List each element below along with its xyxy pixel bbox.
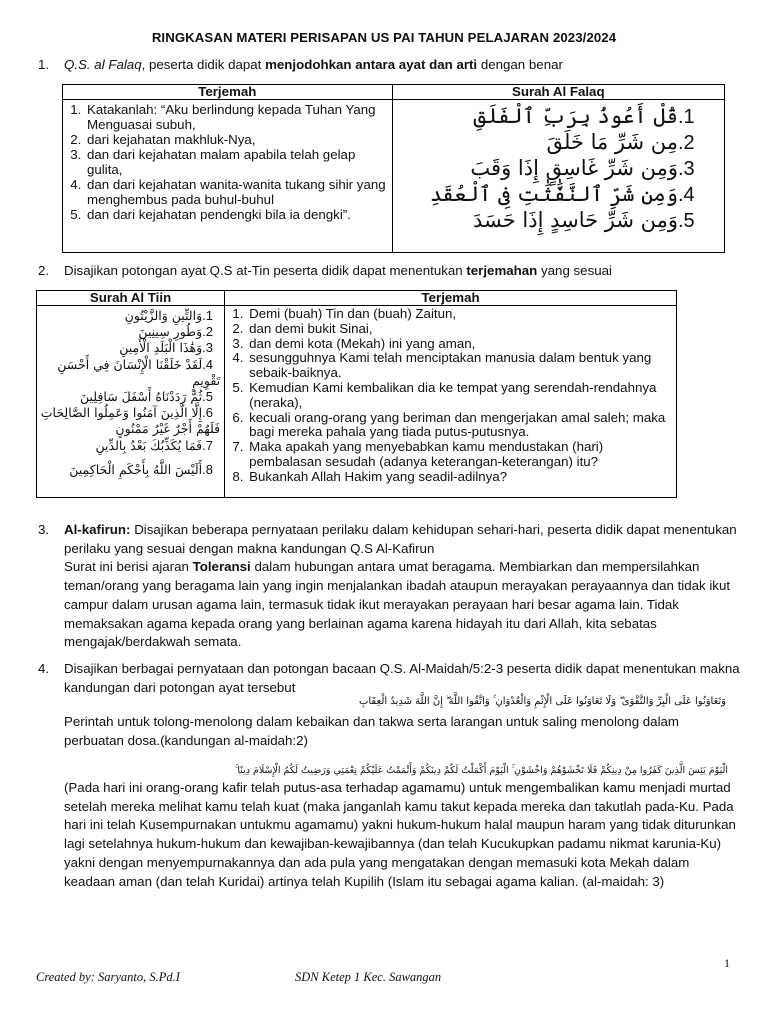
ayat-line [37, 340, 220, 356]
question-text: Disajikan beberapa pernyataan perilaku dalam kehidupan sehari-hari, peserta didik dapat menentukan perilaku yang sesuai dengan makna kandungan Q.S Al-Kafirun [64, 522, 737, 556]
ayat-text: وَمِن شَرِّ غَاسِقٍ إِذَا وَقَبَ [470, 156, 678, 180]
footer-author: Created by: Saryanto, S.Pd.I [36, 970, 180, 984]
tin-table [36, 290, 677, 498]
ayat-line [393, 156, 718, 182]
question-text-end: dengan benar [477, 57, 563, 72]
ayat-number: .2 [678, 132, 695, 154]
question-text: Disajikan berbagai pernyataan dan potongan bacaan Q.S. Al-Maidah/5:2-3 peserta didik dapat menentukan makna kandungan dari potongan ayat tersebut [64, 661, 740, 695]
ayat-number: .6 [202, 405, 213, 421]
maidah-3-meaning: (Pada hari ini orang-orang kafir telah putus-asa terhadap agamamu) untuk mengembalikan kamu menjadi murtad setelah mereka melihat kamu telah kuat (maka janganlah kamu takut kepada mereka dan takutlah pada-Ku. Pada hari ini telah Kusempurnakan untukmu agamamu) yakni hukum-hukum halal maupun haram yang tidak diturunkan lagi setelahnya hukum-hukum dan kewajiban-kewajibannya (dan telah Kucukupkan padamu nikmat karunia-Ku) yakni dengan menyempurnakannya dan ada pula yang mengatakan dengan memasuki kota Mekah dalam keadaan aman (dan telah Kuridai) artinya telah Kupilih (Islam itu sebagai agama kalian. (al-maidah: 3) [64, 780, 736, 889]
list-item: 1. Katakanlah: “Aku berlindung kepada Tuhan Yang Menguasai subuh, [85, 102, 392, 132]
question-number: 4. [38, 661, 50, 676]
ayat-number: .4 [678, 184, 695, 206]
falaq-table [62, 84, 725, 253]
page-title: RINGKASAN MATERI PERISAPAN US PAI TAHUN PELAJARAN 2023/2024 [151, 30, 617, 45]
ayat-text: قُلْ أَعُوذُ بِرَبِّ ٱلْفَلَقِ [473, 104, 678, 128]
ayat-line [393, 208, 718, 234]
page-number: 1 [724, 956, 730, 970]
question-4 [38, 660, 742, 697]
explanation-text: Surat ini berisi ajaran [64, 559, 193, 575]
ayat-line [37, 438, 220, 454]
question-text: , peserta didik dapat [141, 57, 266, 72]
maidah-2-meaning: Perintah untuk tolong-menolong dalam kebaikan dan takwa serta larangan untuk saling menolong dalam perbuatan dosa.(kandungan al-maidah:2) [64, 714, 680, 748]
ayat-text: وَطُورِ سِينِينَ [138, 324, 203, 340]
surah-name: Q.S. al Falaq [64, 57, 142, 72]
ayat-line [37, 324, 220, 340]
list-item: 7. Maka apakah yang menyebabkan kamu mendustakan (hari) pembalasan sesudah (adanya keterangan-keterangan) itu? [247, 440, 676, 470]
question-number: 2. [38, 263, 50, 278]
ayat-text: فَمَا يُكَذِّبُكَ بَعْدُ بِالدِّينِ [95, 437, 203, 453]
explanation-text-end: dalam hubungan antara umat beragama. Membiarkan dan mempersilahkan teman/orang yang beragama lain yang ingin menjalankan ibadah ataupun merayakan perayaannya dan tidak ikut campur dalam urusan agama lain, termasuk tidak ikut merayakan perayaan hari besar agama lain. Tidak memaksakan agama kepada orang yang berlainan agama karena hidayah itu dari Allah, kita sebatas mengajak/berdakwah semata. [64, 559, 731, 650]
ayat-line [37, 357, 220, 389]
question-3 [38, 521, 742, 652]
question-2 [38, 261, 738, 280]
list-item: 8. Bukankah Allah Hakim yang seadil-adilnya? [247, 470, 676, 485]
question-1 [38, 55, 738, 74]
ayat-text: ثُمَّ رَدَدْنَاهُ أَسْفَلَ سَافِلِينَ [79, 389, 203, 405]
ayat-line [37, 462, 220, 478]
question-text: Disajikan potongan ayat Q.S at-Tin peserta didik dapat menentukan [64, 263, 467, 278]
ayat-number: .1 [202, 308, 213, 323]
explanation-emphasis: Toleransi [192, 559, 251, 575]
question-emphasis: menjodohkan antara ayat dan arti [265, 57, 478, 72]
question-number: 1. [38, 57, 50, 72]
arabic-verse-maidah-2: وَتَعَاوَنُوا عَلَى الْبِرِّ وَالتَّقْوَىٰ ۖ وَلَا تَعَاوَنُوا عَلَى الْإِثْمِ وَالْعُدْوَانِ ۚ وَاتَّقُوا اللَّهَ ۖ إِنَّ اللَّهَ شَدِيدُ الْعِقَابِ [358, 696, 726, 707]
ayat-text: أَلَيْسَ اللَّهُ بِأَحْكَمِ الْحَاكِمِينَ [69, 461, 203, 477]
list-item: 2. dan demi bukit Sinai, [247, 322, 676, 337]
tin-terjemah-cell [225, 306, 677, 498]
ayat-number: .7 [202, 437, 213, 453]
list-item: 4. sesungguhnya Kami telah menciptakan manusia dalam bentuk yang sebaik-baiknya. [247, 351, 676, 381]
arabic-verse-maidah-3: الْيَوْمَ يَئِسَ الَّذِينَ كَفَرُوا مِنْ دِينِكُمْ فَلَا تَخْشَوْهُمْ وَاخْشَوْنِ ۚ الْيَوْمَ أَكْمَلْتُ لَكُمْ دِينَكُمْ وَأَتْمَمْتُ عَلَيْكُمْ نِعْمَتِي وَرَضِيتُ لَكُمُ الْإِسْلَامَ دِينًا ۚ [234, 765, 728, 776]
header-surah: Surah Al Falaq [392, 85, 724, 100]
list-item: 1. Demi (buah) Tin dan (buah) Zaitun, [247, 307, 676, 322]
question-text-end: yang sesuai [537, 263, 612, 278]
ayat-line [393, 130, 718, 156]
question-number: 3. [38, 522, 50, 537]
falaq-ayat-cell [392, 100, 724, 253]
question-3-explanation [64, 558, 742, 652]
ayat-line [393, 182, 718, 208]
ayat-text: إِلَّا الَّذِينَ آمَنُوا وَعَمِلُوا الصَّالِحَاتِ فَلَهُمْ أَجْرٌ غَيْرُ مَمْنُونٍ [40, 405, 221, 437]
list-item: 4. dan dari kejahatan wanita-wanita tukang sihir yang menghembus pada buhul-buhul [85, 177, 392, 207]
list-item: 3. dan demi kota (Mekah) ini yang aman, [247, 337, 676, 352]
header-terjemah: Terjemah [225, 291, 677, 306]
ayat-number: .3 [678, 158, 695, 180]
list-item: 5. dan dari kejahatan pendengki bila ia dengki”. [85, 207, 392, 222]
falaq-terjemah-cell [63, 100, 393, 253]
ayat-text: مِن شَرِّ مَا خَلَقَ [546, 130, 678, 154]
ayat-number: .4 [202, 356, 213, 372]
header-surah: Surah Al Tiin [37, 291, 225, 306]
ayat-line [37, 389, 220, 405]
footer-school: SDN Ketep 1 Kec. Sawangan [295, 970, 442, 984]
tin-ayat-cell [37, 306, 225, 498]
ayat-number: .5 [202, 389, 213, 405]
ayat-text: وَهَٰذَا الْبَلَدِ الْأَمِينِ [119, 340, 203, 356]
ayat-line [393, 104, 718, 130]
ayat-text: وَمِن شَرِّ حَاسِدٍ إِذَا حَسَدَ [472, 208, 678, 232]
list-item: 6. kecuali orang-orang yang beriman dan mengerjakan amal saleh; maka bagi mereka pahala yang tiada putus-putusnya. [247, 411, 676, 441]
ayat-number: .1 [678, 106, 695, 128]
question-emphasis: terjemahan [466, 263, 538, 278]
ayat-text: وَمِن شَرِّ ٱلنَّفَّٰثَٰتِ فِى ٱلْعُقَدِ [429, 182, 678, 206]
header-terjemah: Terjemah [63, 85, 393, 100]
ayat-number: .2 [202, 324, 213, 340]
ayat-line [37, 405, 220, 437]
list-item: 3. dan dari kejahatan malam apabila telah gelap gulita, [85, 147, 392, 177]
ayat-number: .5 [678, 210, 695, 232]
ayat-number: .8 [202, 461, 213, 477]
list-item: 5. Kemudian Kami kembalikan dia ke tempat yang serendah-rendahnya (neraka), [247, 381, 676, 411]
ayat-line [37, 308, 220, 324]
ayat-text: وَالتِّينِ وَالزَّيْتُونِ [124, 308, 203, 323]
list-item: 2. dari kejahatan makhluk-Nya, [85, 132, 392, 147]
ayat-number: .3 [202, 340, 213, 356]
ayat-text: لَقَدْ خَلَقْنَا الْإِنْسَانَ فِي أَحْسَنِ تَقْوِيمٍ [57, 356, 221, 388]
question-emphasis: Al-kafirun: [64, 522, 131, 537]
